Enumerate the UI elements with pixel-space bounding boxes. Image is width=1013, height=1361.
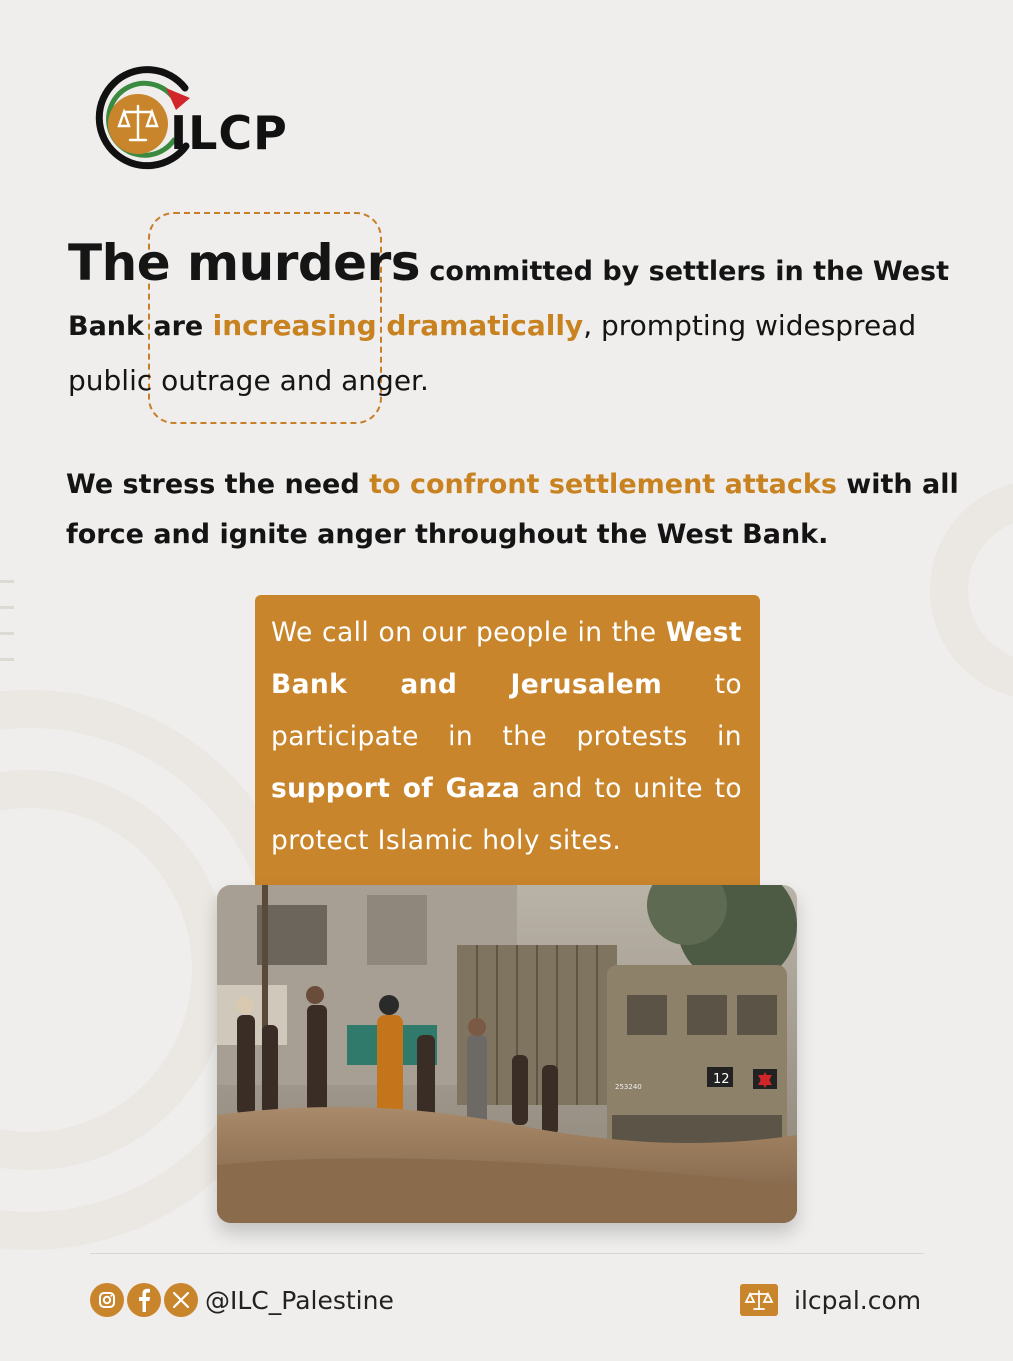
instagram-icon[interactable] [90, 1283, 124, 1317]
ilcp-logo [90, 66, 290, 170]
stress-accent: to confront settlement attacks [369, 469, 837, 500]
call-bold-2: support of Gaza [271, 773, 521, 804]
background-stripe [0, 606, 14, 609]
x-icon[interactable] [164, 1283, 198, 1317]
stress-part2: with all force and ignite anger throughout the West Bank. [66, 469, 959, 550]
headline-accent: increasing dramatically [212, 309, 584, 342]
call-text [271, 607, 742, 867]
headline-big: The murders [68, 234, 420, 292]
website-link[interactable] [740, 1284, 921, 1316]
headline-part3: , prompting widespread public outrage and anger. [68, 309, 917, 397]
social-handle[interactable]: @ILC_Palestine [205, 1285, 394, 1315]
footer-divider [90, 1253, 924, 1254]
call-text-2: to participate in the protests in [271, 669, 742, 752]
vehicle-plate: 12 [713, 1072, 730, 1087]
background-stripe [0, 580, 14, 583]
stress-part1: We stress the need [66, 469, 370, 500]
background-stripe [0, 632, 14, 635]
call-bold-1: West Bank and Jerusalem [271, 617, 742, 700]
stress-paragraph [66, 460, 966, 560]
vehicle-number: 253240 [615, 1083, 642, 1091]
headline-part1: committed by settlers in the West [420, 256, 950, 287]
military-vehicle-photo [217, 885, 797, 1223]
call-text-3: and to unite to protect Islamic holy sites. [271, 773, 742, 856]
background-stripe [0, 658, 14, 661]
call-to-action-box [255, 595, 760, 895]
headline-part2: Bank are [68, 311, 213, 342]
call-text-1: We call on our people in the [271, 617, 666, 648]
scales-icon [740, 1284, 778, 1316]
website-text[interactable]: ilcpal.com [794, 1285, 922, 1315]
social-links [90, 1283, 394, 1317]
news-photo [217, 885, 797, 1223]
logo-text: ILCP [170, 106, 288, 160]
facebook-icon[interactable] [127, 1283, 161, 1317]
headline [68, 236, 958, 408]
